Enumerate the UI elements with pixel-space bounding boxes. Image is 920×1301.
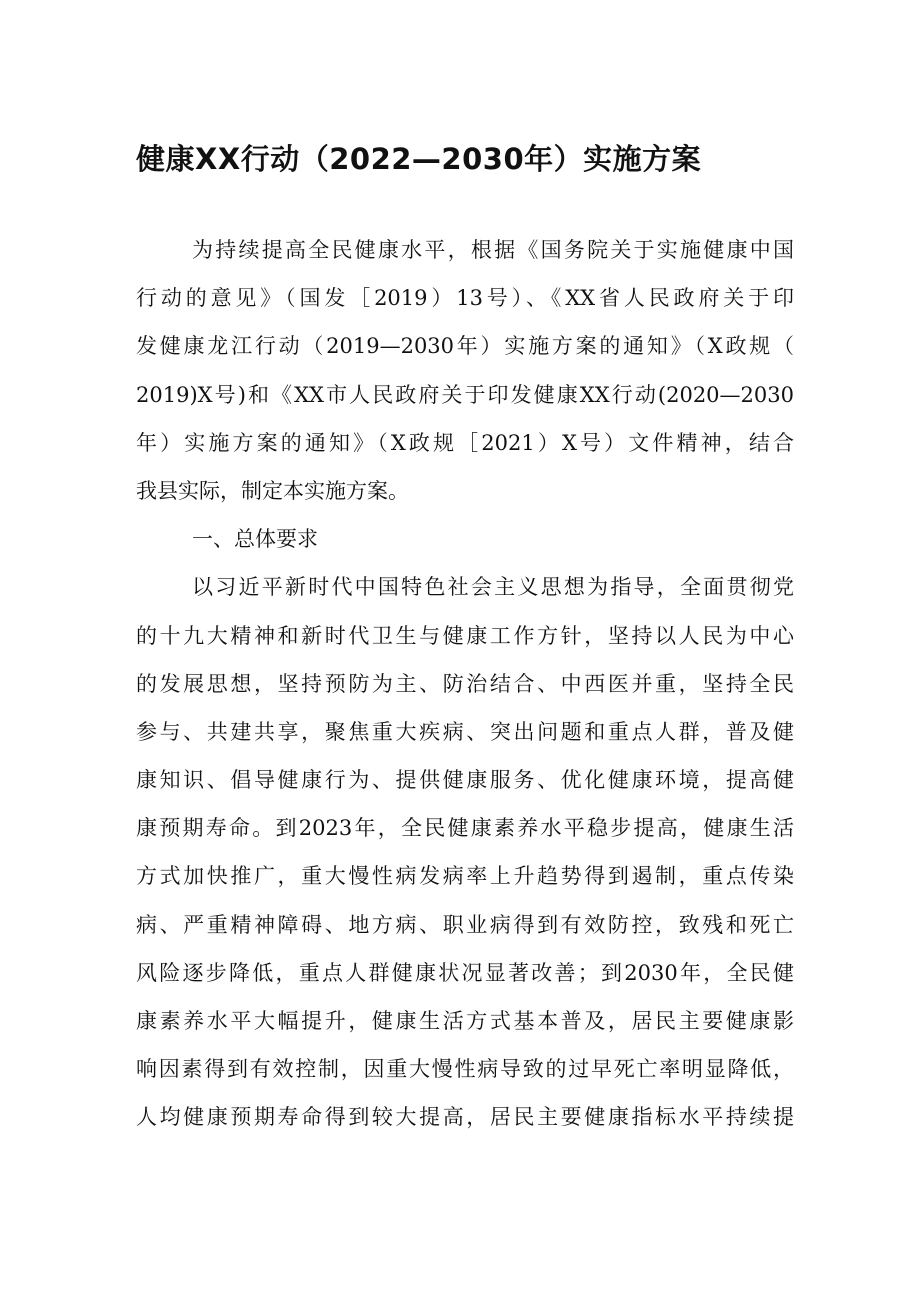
text-line: 行动的意见》（国发［2019）13号）、《XX省人民政府关于印 xyxy=(136,286,794,311)
section-heading: 一、总体要求 xyxy=(192,527,318,552)
text-line: 为持续提高全民健康水平，根据《国务院关于实施健康中国 xyxy=(192,238,794,262)
text-line: 方式加快推广，重大慢性病发病率上升趋势得到遏制，重点传染 xyxy=(136,864,794,889)
text-line: 以习近平新时代中国特色社会主义思想为指导，全面贯彻党 xyxy=(192,575,794,600)
text-line: 我县实际，制定本实施方案。 xyxy=(136,478,409,503)
text-line: 的十九大精神和新时代卫生与健康工作方针，坚持以人民为中心 xyxy=(136,623,794,648)
text-line: 病、严重精神障碍、地方病、职业病得到有效防控，致残和死亡 xyxy=(136,912,794,937)
text-line: 发健康龙江行动（2019—2030年）实施方案的通知》（X政规（ xyxy=(136,334,794,359)
document-title: 健康XX行动（2022—2030年）实施方案 xyxy=(136,142,702,176)
text-line: 2019)X号)和《XX市人民政府关于印发健康XX行动(2020—2030 xyxy=(136,382,794,407)
text-line: 人均健康预期寿命得到较大提高，居民主要健康指标水平持续提 xyxy=(136,1105,794,1130)
text-line: 康预期寿命。到2023年，全民健康素养水平稳步提高，健康生活 xyxy=(136,816,794,841)
text-line: 年）实施方案的通知》（X政规［2021）X号）文件精神，结合 xyxy=(136,430,794,455)
text-line: 康知识、倡导健康行为、提供健康服务、优化健康环境，提高健 xyxy=(136,768,794,793)
text-line: 的发展思想，坚持预防为主、防治结合、中西医并重，坚持全民 xyxy=(136,671,794,696)
paragraph-general-requirements xyxy=(136,563,794,1141)
text-line: 参与、共建共享，聚焦重大疾病、突出问题和重点人群，普及健 xyxy=(136,719,794,744)
text-line: 康素养水平大幅提升，健康生活方式基本普及，居民主要健康影 xyxy=(136,1009,794,1033)
document-body xyxy=(136,226,794,1142)
paragraph-intro xyxy=(136,226,794,515)
text-line: 风险逐步降低，重点人群健康状况显著改善；到2030年，全民健 xyxy=(136,960,794,985)
text-line: 响因素得到有效控制，因重大慢性病导致的过早死亡率明显降低， xyxy=(136,1057,794,1082)
